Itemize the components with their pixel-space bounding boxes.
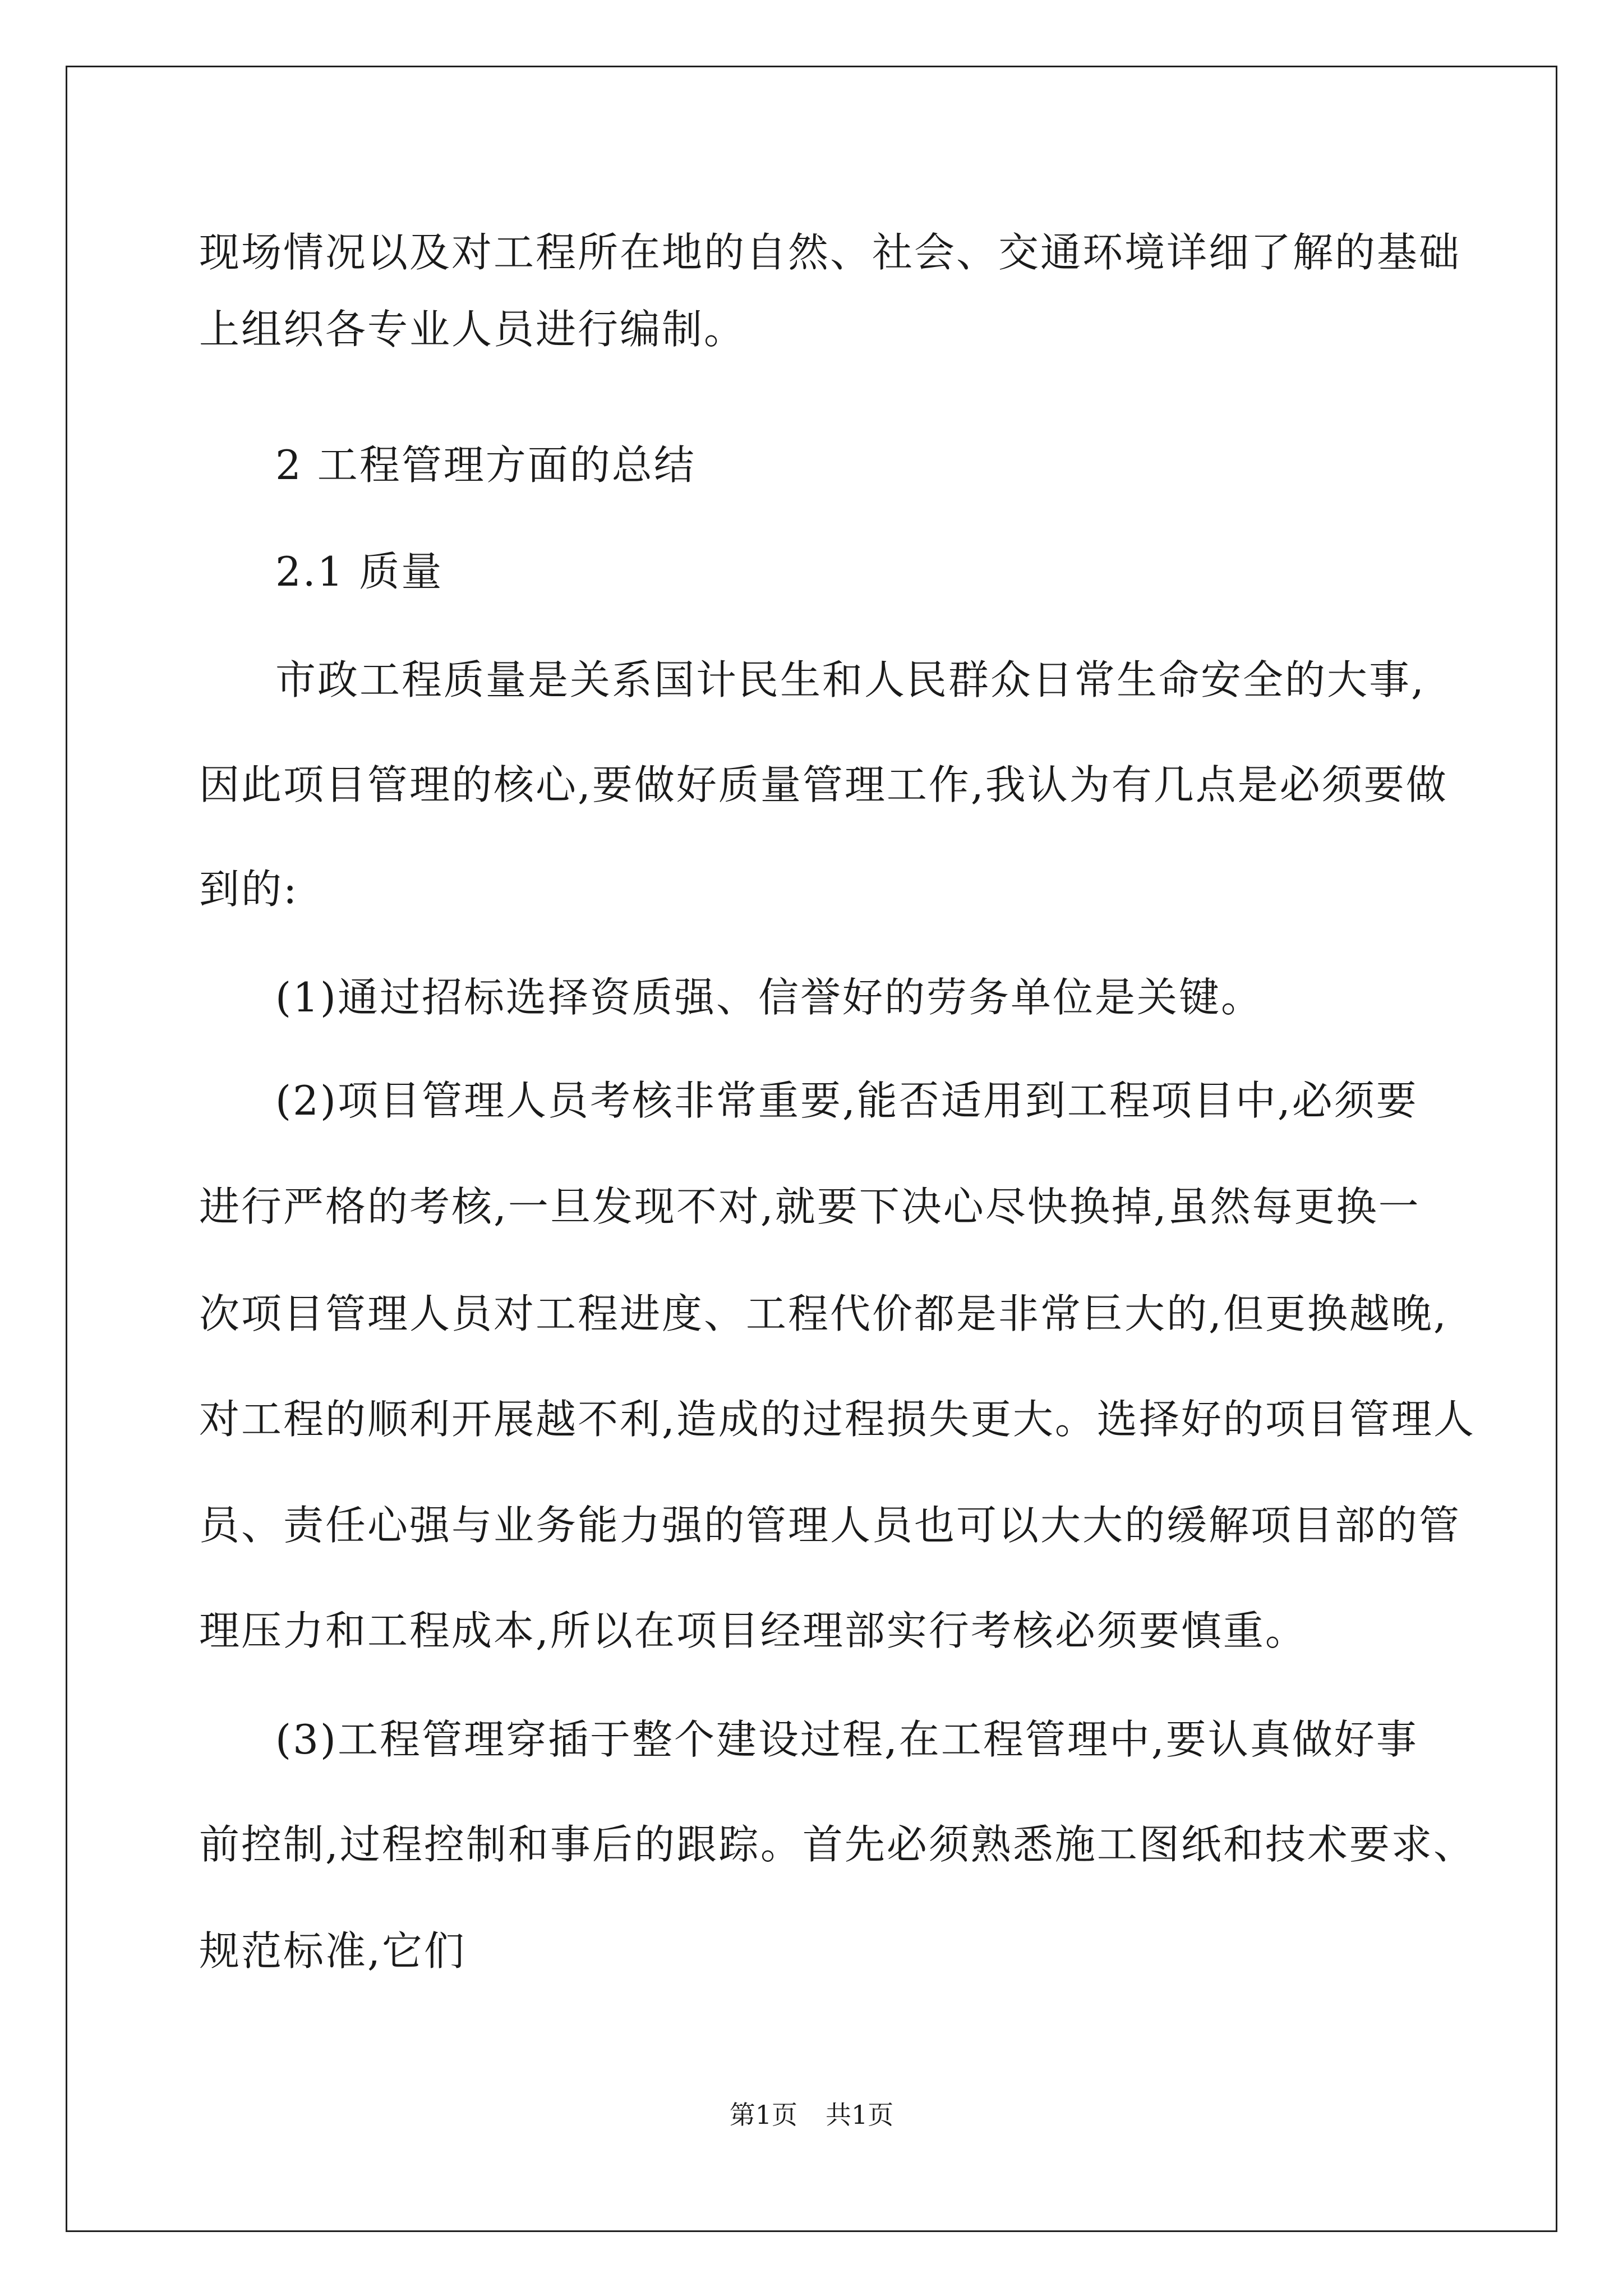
page-number-total: 共1页: [826, 2100, 894, 2130]
text-line: 员、责任心强与业务能力强的管理人员也可以大大的缓解项目部的管: [199, 1502, 1461, 1549]
page-footer: [0, 2098, 1623, 2132]
text-line: 上组织各专业人员进行编制。: [199, 306, 746, 353]
list-item: (1)通过招标选择资质强、信誉好的劳务单位是关键。: [275, 974, 1263, 1021]
section-heading: 2 工程管理方面的总结: [275, 441, 696, 489]
text-line: 因此项目管理的核心,要做好质量管理工作,我认为有几点是必须要做: [199, 761, 1448, 808]
text-line: 进行严格的考核,一旦发现不对,就要下决心尽快换掉,虽然每更换一: [199, 1183, 1421, 1230]
text-line: 次项目管理人员对工程进度、工程代价都是非常巨大的,但更换越晚,: [199, 1290, 1448, 1337]
page-border: [66, 66, 1557, 2232]
list-item: (3)工程管理穿插于整个建设过程,在工程管理中,要认真做好事: [275, 1716, 1418, 1763]
text-line: 规范标准,它们: [199, 1927, 466, 1975]
text-line: 市政工程质量是关系国计民生和人民群众日常生命安全的大事,: [275, 656, 1426, 703]
subsection-heading: 2.1 质量: [275, 548, 444, 595]
text-line: 现场情况以及对工程所在地的自然、社会、交通环境详细了解的基础: [199, 229, 1461, 276]
text-line: 前控制,过程控制和事后的跟踪。首先必须熟悉施工图纸和技术要求、: [199, 1821, 1476, 1868]
list-item: (2)项目管理人员考核非常重要,能否适用到工程项目中,必须要: [275, 1077, 1418, 1124]
page-number-current: 第1页: [729, 2100, 797, 2130]
text-line: 到的:: [199, 866, 299, 913]
text-line: 对工程的顺利开展越不利,造成的过程损失更大。选择好的项目管理人: [199, 1396, 1476, 1443]
text-line: 理压力和工程成本,所以在项目经理部实行考核必须要慎重。: [199, 1607, 1307, 1654]
